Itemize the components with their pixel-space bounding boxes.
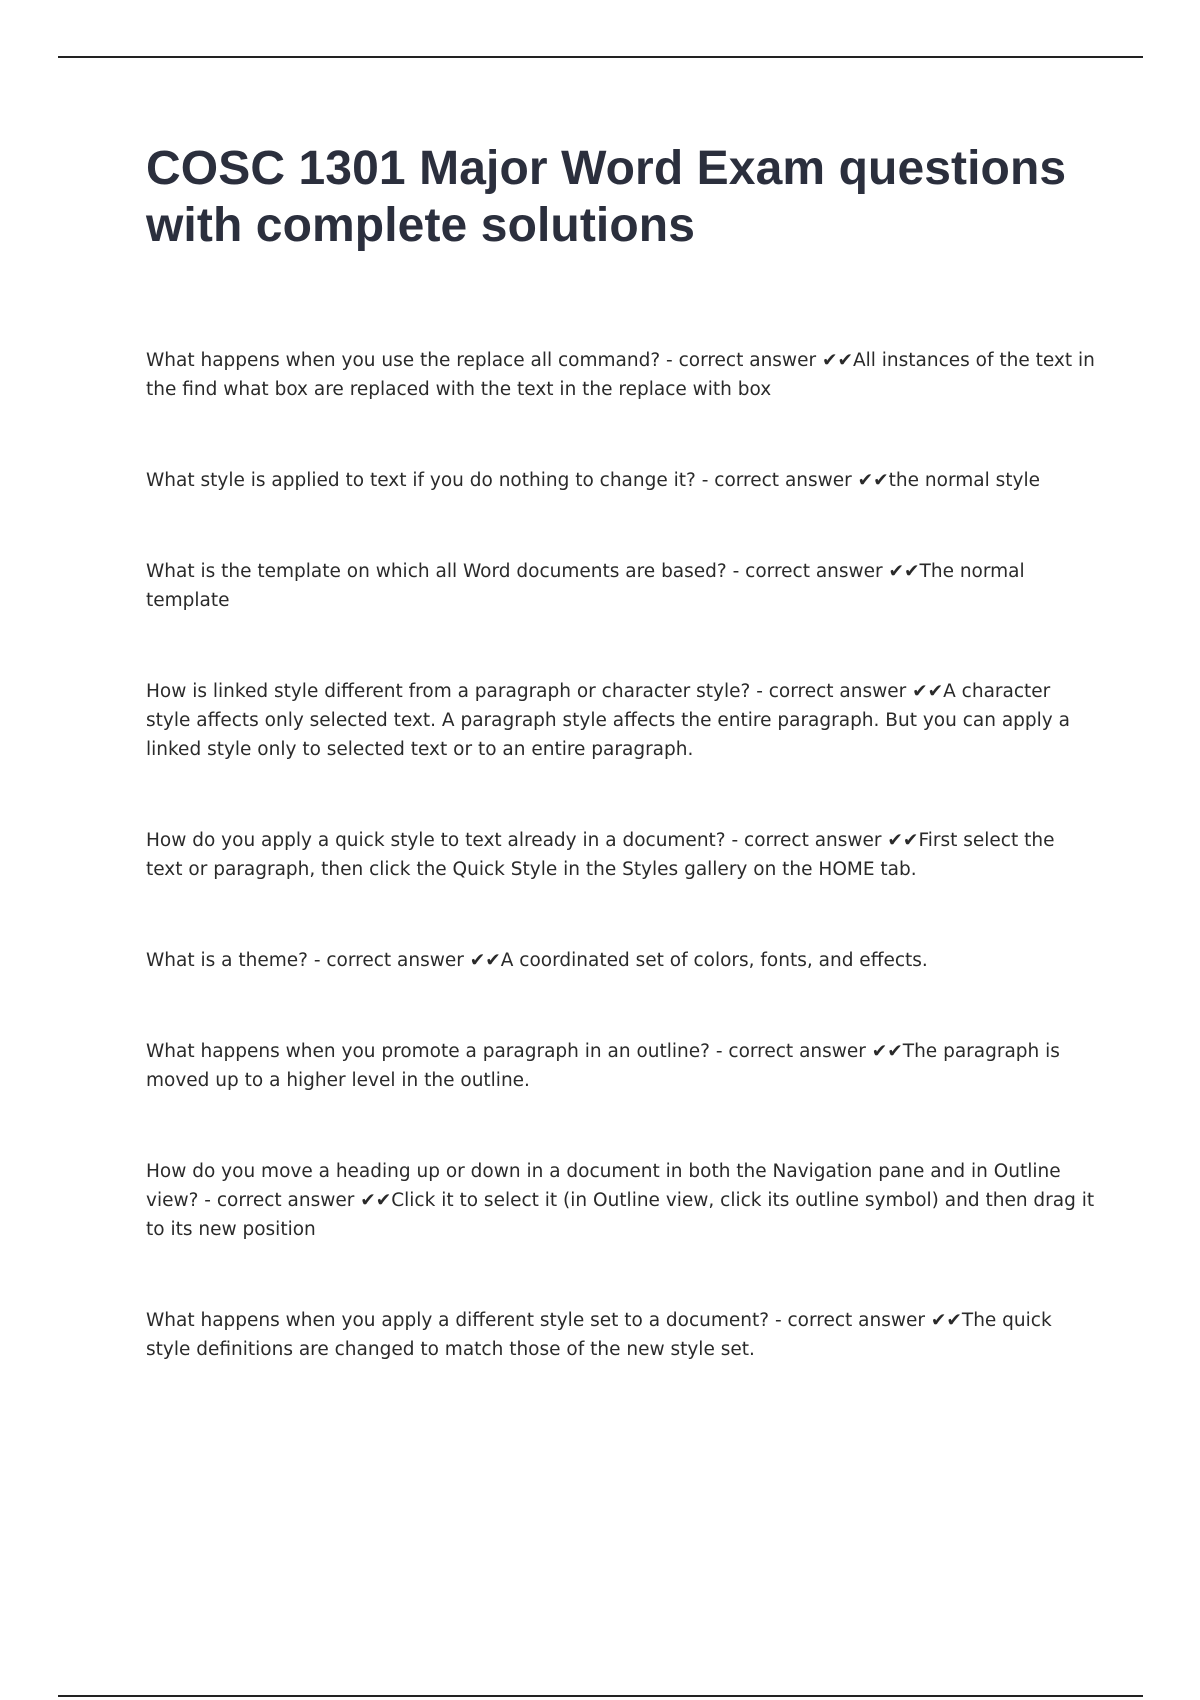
qa-item-7 xyxy=(146,1037,1096,1095)
check-mark-icon: ✔✔ xyxy=(888,561,920,582)
qa-item-1 xyxy=(146,346,1096,404)
answer-separator: - correct answer xyxy=(750,681,913,702)
question-text: What is the template on which all Word documents are based? xyxy=(146,561,727,582)
document-title: COSC 1301 Major Word Exam questions with complete solutions xyxy=(146,142,1067,252)
question-text: What style is applied to text if you do nothing to change it? xyxy=(146,470,696,491)
qa-item-2 xyxy=(146,466,1096,495)
qa-item-6 xyxy=(146,946,1096,975)
question-text: How is linked style different from a paragraph or character style? xyxy=(146,681,751,702)
answer-text: All instances of the text in the find what box are replaced with the text in the replace with box xyxy=(146,350,1095,400)
question-text: What happens when you use the replace all command? xyxy=(146,350,661,371)
answer-separator: - correct answer xyxy=(307,950,470,971)
check-mark-icon: ✔✔ xyxy=(857,470,889,491)
answer-separator: - correct answer xyxy=(695,470,858,491)
answer-text: The normal template xyxy=(146,561,1025,611)
answer-text: the normal style xyxy=(888,470,1040,491)
question-text: What happens when you apply a different style set to a document? xyxy=(146,1310,770,1331)
qa-item-9 xyxy=(146,1306,1096,1364)
document-body xyxy=(146,140,1096,1426)
qa-list xyxy=(146,346,1096,1364)
check-mark-icon: ✔✔ xyxy=(469,950,501,971)
question-text: How do you move a heading up or down in a document in both the Navigation pane and in Outline view? xyxy=(146,1161,1061,1211)
qa-item-4 xyxy=(146,677,1096,764)
check-mark-icon: ✔✔ xyxy=(912,681,944,702)
answer-separator: - correct answer xyxy=(725,830,888,851)
check-mark-icon: ✔✔ xyxy=(360,1190,392,1211)
answer-text: The quick style definitions are changed to match those of the new style set. xyxy=(146,1310,1052,1360)
check-mark-icon: ✔✔ xyxy=(887,830,919,851)
answer-separator: - correct answer xyxy=(769,1310,931,1331)
bottom-divider xyxy=(58,1695,1143,1697)
qa-item-3 xyxy=(146,557,1096,615)
answer-text: A character style affects only selected text. A paragraph style affects the entire paragraph. But you can apply a linked style only to selected text or to an entire paragraph. xyxy=(146,681,1070,760)
check-mark-icon: ✔✔ xyxy=(871,1041,903,1062)
answer-text: A coordinated set of colors, fonts, and effects. xyxy=(500,950,928,971)
check-mark-icon: ✔✔ xyxy=(930,1310,962,1331)
answer-separator: - correct answer xyxy=(726,561,889,582)
answer-separator: - correct answer xyxy=(198,1190,361,1211)
top-divider xyxy=(58,56,1143,58)
question-text: How do you apply a quick style to text already in a document? xyxy=(146,830,726,851)
answer-separator: - correct answer xyxy=(660,350,822,371)
qa-item-5 xyxy=(146,826,1096,884)
answer-separator: - correct answer xyxy=(709,1041,872,1062)
answer-text: Click it to select it (in Outline view, click its outline symbol) and then drag it to its new position xyxy=(146,1190,1095,1240)
question-text: What is a theme? xyxy=(146,950,308,971)
qa-item-8 xyxy=(146,1157,1096,1244)
check-mark-icon: ✔✔ xyxy=(821,350,853,371)
question-text: What happens when you promote a paragraph in an outline? xyxy=(146,1041,710,1062)
answer-text: First select the text or paragraph, then click the Quick Style in the Styles gallery on the HOME tab. xyxy=(146,830,1055,880)
answer-text: The paragraph is moved up to a higher level in the outline. xyxy=(146,1041,1060,1091)
